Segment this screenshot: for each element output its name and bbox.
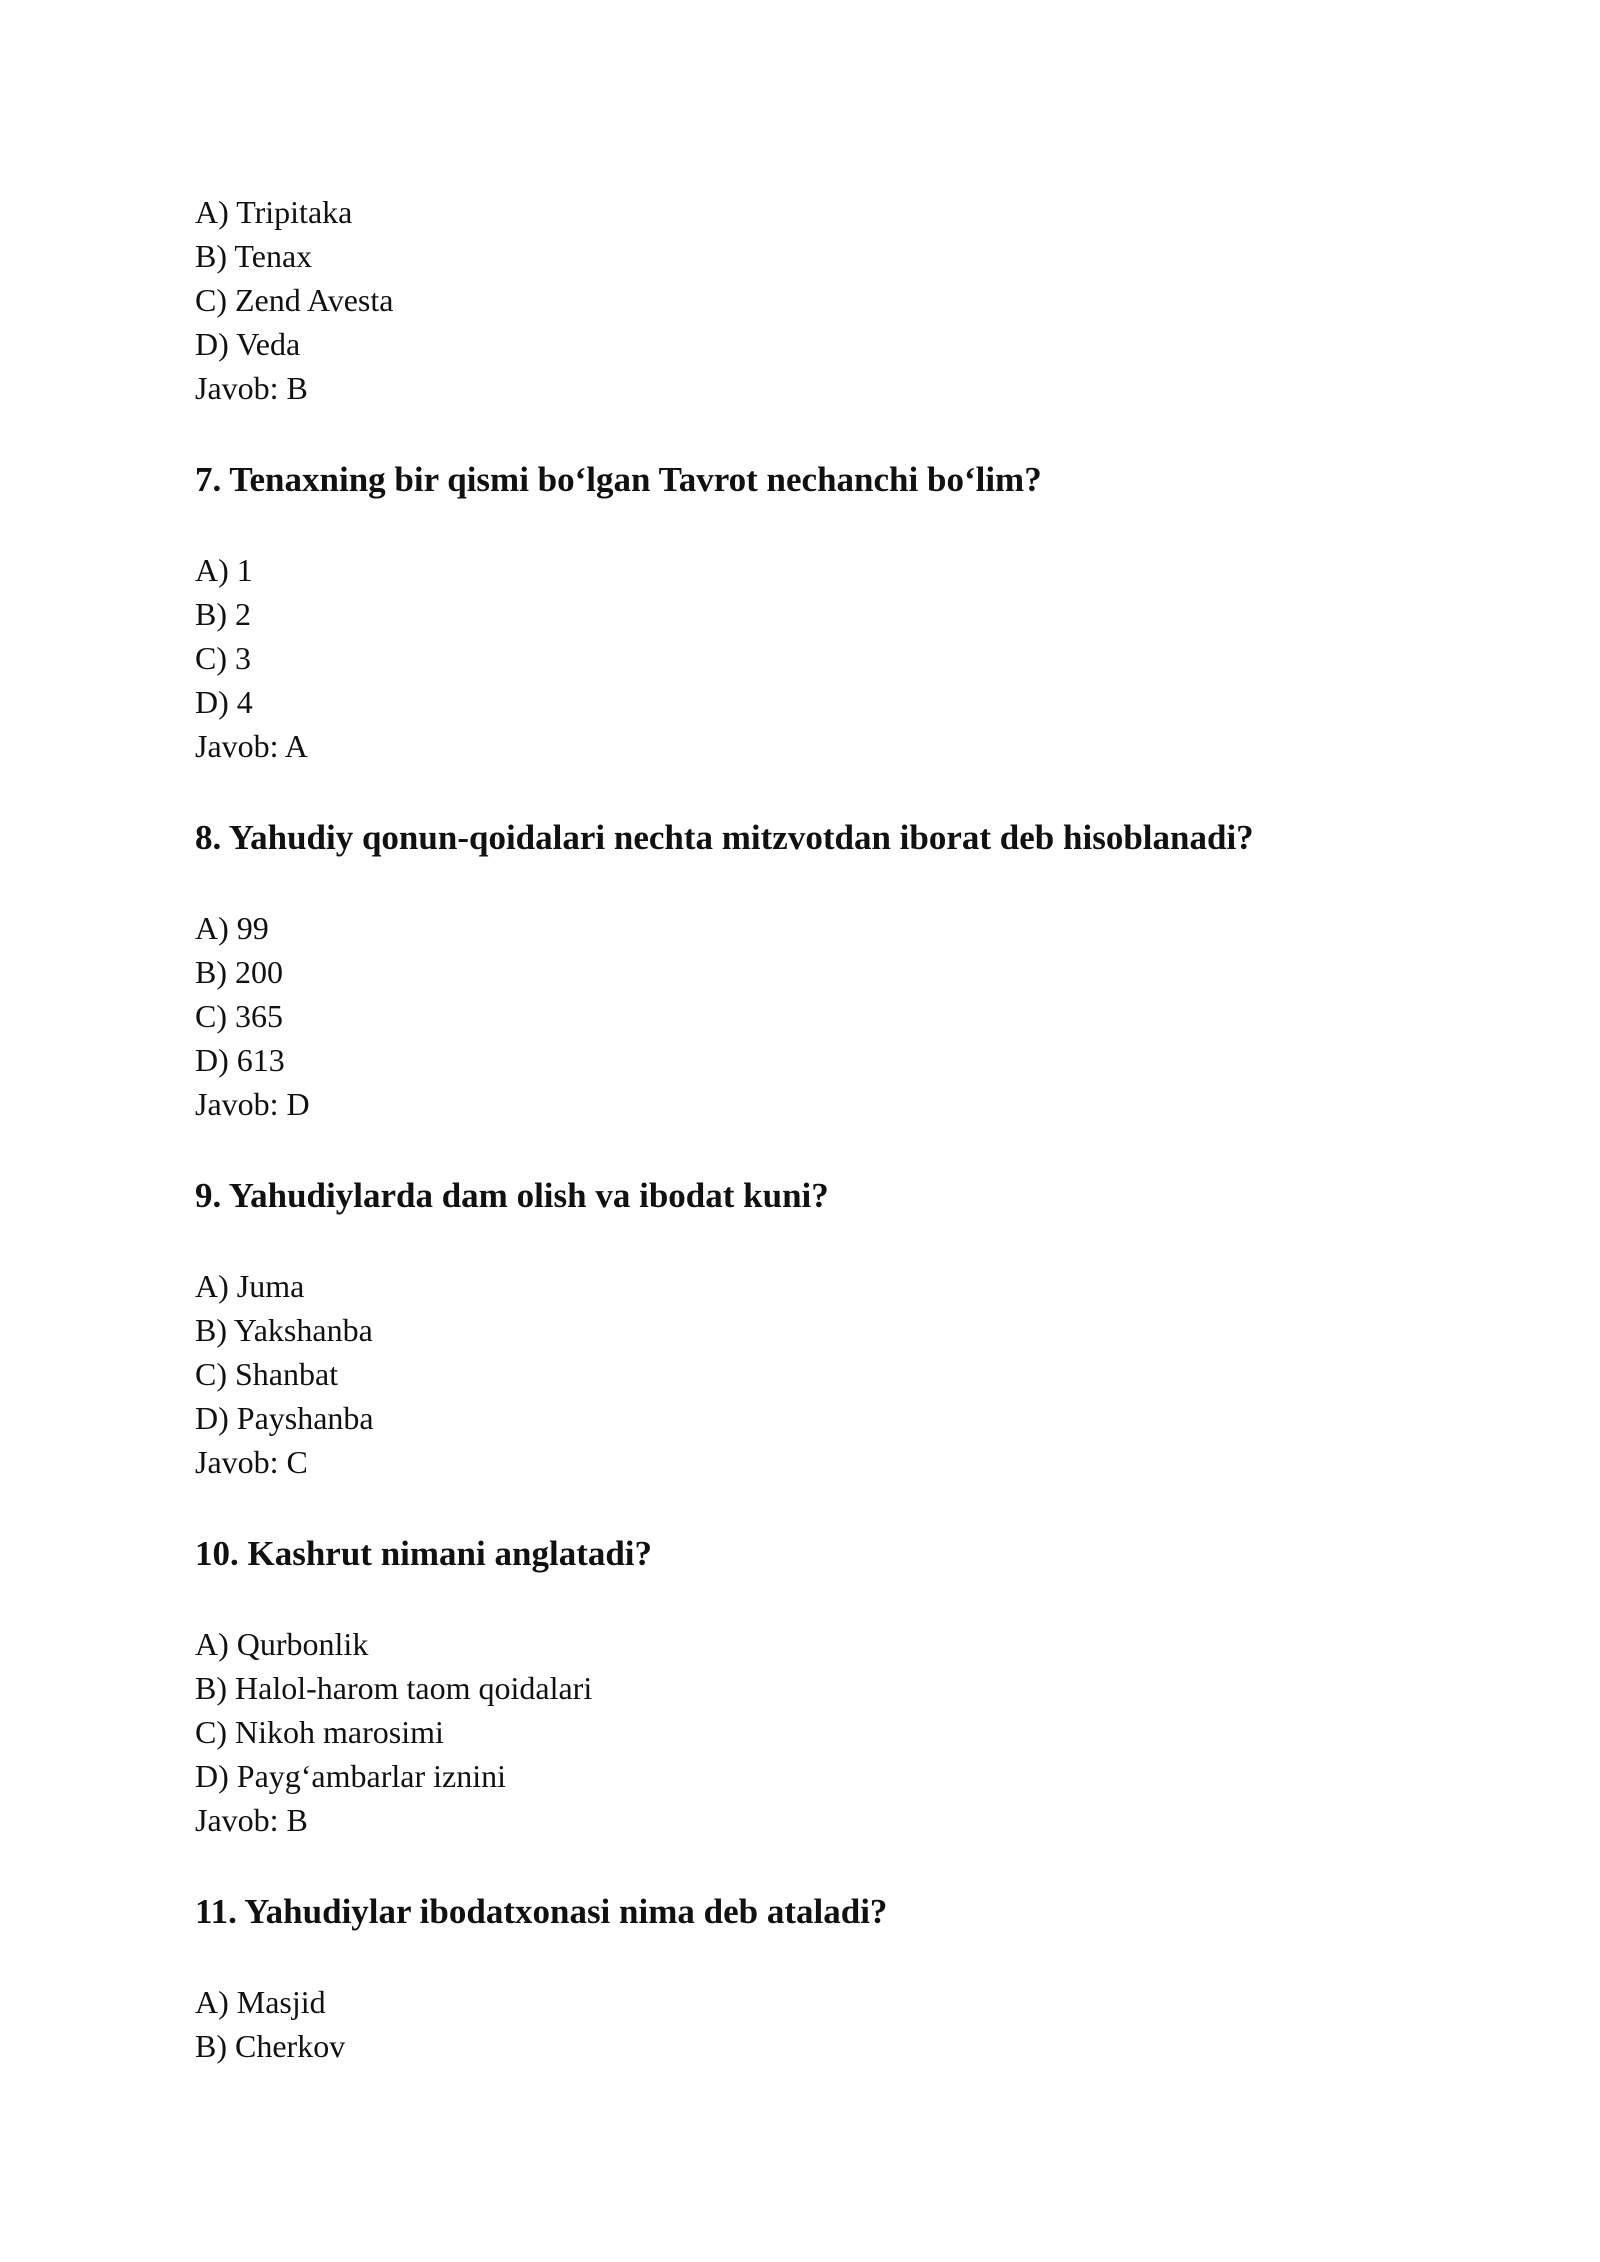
option-b: B) Yakshanba	[195, 1312, 373, 1348]
option-c: C) 3	[195, 640, 251, 676]
option-c: C) Zend Avesta	[195, 282, 394, 318]
question-title: 9. Yahudiylarda dam olish va ibodat kuni?	[195, 1176, 829, 1215]
options-list	[195, 906, 1415, 1082]
option-d: D) Payg‘ambarlar iznini	[195, 1758, 506, 1794]
option-a: A) Qurbonlik	[195, 1626, 369, 1662]
option-c: C) 365	[195, 998, 283, 1034]
option-c: C) Nikoh marosimi	[195, 1714, 444, 1750]
question-title: 11. Yahudiylar ibodatxonasi nima deb ataladi?	[195, 1892, 888, 1931]
option-d: D) 613	[195, 1042, 285, 1078]
option-d: D) Veda	[195, 326, 301, 362]
question-title: 10. Kashrut nimani anglatadi?	[195, 1534, 653, 1573]
question-9	[195, 1174, 1415, 1484]
question-title: 8. Yahudiy qonun-qoidalari nechta mitzvotdan iborat deb hisoblanadi?	[195, 818, 1254, 857]
option-a: A) Tripitaka	[195, 194, 353, 230]
question-title: 7. Tenaxning bir qismi bo‘lgan Tavrot nechanchi bo‘lim?	[195, 460, 1042, 499]
option-a: A) 99	[195, 910, 269, 946]
option-b: B) 200	[195, 954, 283, 990]
option-b: B) Cherkov	[195, 2028, 346, 2064]
option-a: A) Masjid	[195, 1984, 326, 2020]
options-list	[195, 190, 1415, 366]
answer-line: Javob: B	[195, 1802, 308, 1838]
option-b: B) Halol-harom taom qoidalari	[195, 1670, 593, 1706]
question-8	[195, 816, 1415, 1126]
option-c: C) Shanbat	[195, 1356, 339, 1392]
options-list	[195, 548, 1415, 724]
option-d: D) 4	[195, 684, 253, 720]
answer-line: Javob: B	[195, 370, 308, 406]
answer-line: Javob: C	[195, 1444, 308, 1480]
options-list	[195, 1622, 1415, 1798]
question-6-continued	[195, 190, 1415, 410]
options-list	[195, 1980, 1415, 2068]
question-10	[195, 1532, 1415, 1842]
quiz-content	[195, 190, 1415, 2068]
answer-line: Javob: D	[195, 1086, 310, 1122]
option-b: B) 2	[195, 596, 251, 632]
options-list	[195, 1264, 1415, 1440]
option-d: D) Payshanba	[195, 1400, 374, 1436]
option-a: A) 1	[195, 552, 253, 588]
question-7	[195, 458, 1415, 768]
option-a: A) Juma	[195, 1268, 305, 1304]
answer-line: Javob: A	[195, 728, 308, 764]
question-11	[195, 1890, 1415, 2068]
option-b: B) Tenax	[195, 238, 313, 274]
